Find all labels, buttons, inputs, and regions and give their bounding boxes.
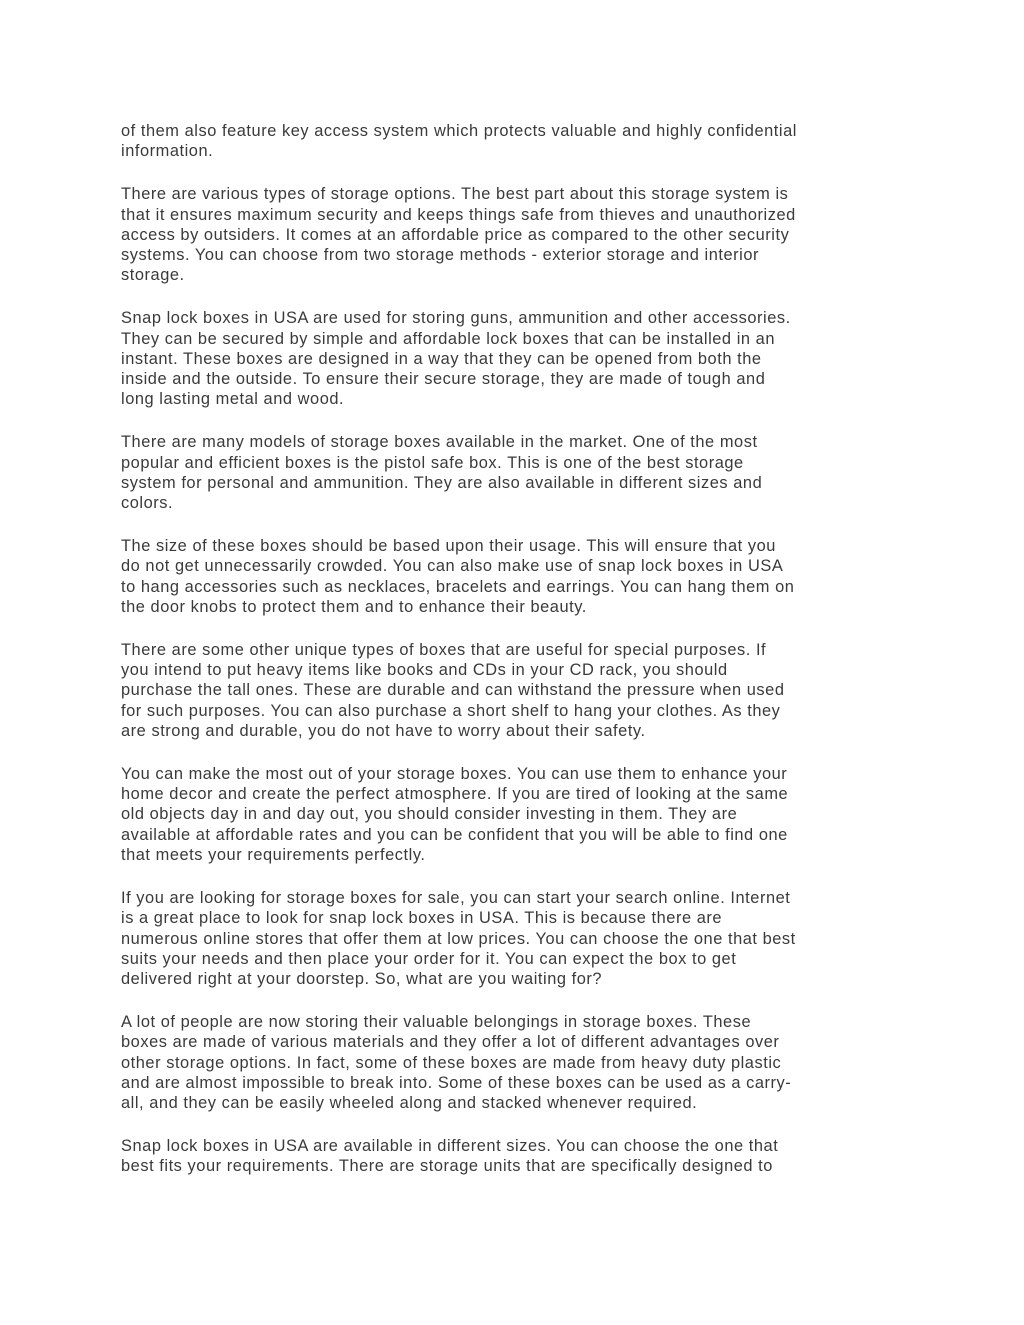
text-line: They can be secured by simple and affordable lock boxes that can be installed in an [121,329,775,348]
text-line: suits your needs and then place your order for it. You can expect the box to get [121,949,737,968]
text-line: The size of these boxes should be based upon their usage. This will ensure that you [121,537,776,556]
text-line: access by outsiders. It comes at an affordable price as compared to the other security [121,225,790,244]
paragraph-1 [121,121,911,161]
text-line: Snap lock boxes in USA are available in different sizes. You can choose the one that [121,1137,779,1156]
paragraph-7 [121,764,911,865]
text-line: the door knobs to protect them and to enhance their beauty. [121,597,587,616]
text-line: storage. [121,266,185,285]
paragraph-3 [121,308,911,409]
text-line: that meets your requirements perfectly. [121,845,426,864]
text-line: other storage options. In fact, some of these boxes are made from heavy duty plastic [121,1053,782,1072]
text-line: old objects day in and day out, you should consider investing in them. They are [121,805,738,824]
text-line: Snap lock boxes in USA are used for storing guns, ammunition and other accessories. [121,309,791,328]
text-line: inside and the outside. To ensure their secure storage, they are made of tough and [121,370,766,389]
text-line: you intend to put heavy items like books and CDs in your CD rack, you should [121,661,728,680]
text-line: is a great place to look for snap lock boxes in USA. This is because there are [121,909,723,928]
text-line: and are almost impossible to break into. Some of these boxes can be used as a carry- [121,1073,792,1092]
paragraph-9 [121,1012,911,1113]
paragraph-6 [121,640,911,741]
text-line: that it ensures maximum security and keeps things safe from thieves and unauthorized [121,205,796,224]
text-line: system for personal and ammunition. They are also available in different sizes and [121,473,763,492]
text-line: There are some other unique types of boxes that are useful for special purposes. If [121,641,767,660]
paragraph-10 [121,1136,911,1176]
text-line: to hang accessories such as necklaces, bracelets and earrings. You can hang them on [121,577,795,596]
text-line: colors. [121,494,174,513]
text-line: If you are looking for storage boxes for sale, you can start your search online. Internet [121,889,791,908]
text-line: instant. These boxes are designed in a way that they can be opened from both the [121,349,762,368]
text-line: purchase the tall ones. These are durable and can withstand the pressure when used [121,681,785,700]
text-line: delivered right at your doorstep. So, what are you waiting for? [121,969,603,988]
text-line: boxes are made of various materials and they offer a lot of different advantages over [121,1033,780,1052]
document-body [121,121,911,1200]
text-line: numerous online stores that offer them at low prices. You can choose the one that best [121,929,796,948]
text-line: for such purposes. You can also purchase a short shelf to hang your clothes. As they [121,701,781,720]
text-line: of them also feature key access system which protects valuable and highly confidential [121,122,797,140]
text-line: are strong and durable, you do not have to worry about their safety. [121,721,646,740]
paragraph-4 [121,432,911,513]
text-line: best fits your requirements. There are storage units that are specifically designed to [121,1157,773,1176]
text-line: There are many models of storage boxes available in the market. One of the most [121,433,758,452]
text-line: all, and they can be easily wheeled along and stacked whenever required. [121,1093,698,1112]
paragraph-8 [121,888,911,989]
text-line: systems. You can choose from two storage methods - exterior storage and interior [121,246,759,265]
text-line: You can make the most out of your storage boxes. You can use them to enhance your [121,765,788,784]
text-line: home decor and create the perfect atmosphere. If you are tired of looking at the same [121,785,789,804]
text-line: There are various types of storage options. The best part about this storage system is [121,185,789,204]
text-line: do not get unnecessarily crowded. You can also make use of snap lock boxes in USA [121,557,784,576]
text-line: information. [121,142,214,161]
text-line: A lot of people are now storing their valuable belongings in storage boxes. These [121,1013,752,1032]
text-line: popular and efficient boxes is the pistol safe box. This is one of the best storage [121,453,744,472]
text-line: available at affordable rates and you can be confident that you will be able to find one [121,825,788,844]
paragraph-2 [121,184,911,285]
paragraph-5 [121,536,911,617]
text-line: long lasting metal and wood. [121,390,345,409]
